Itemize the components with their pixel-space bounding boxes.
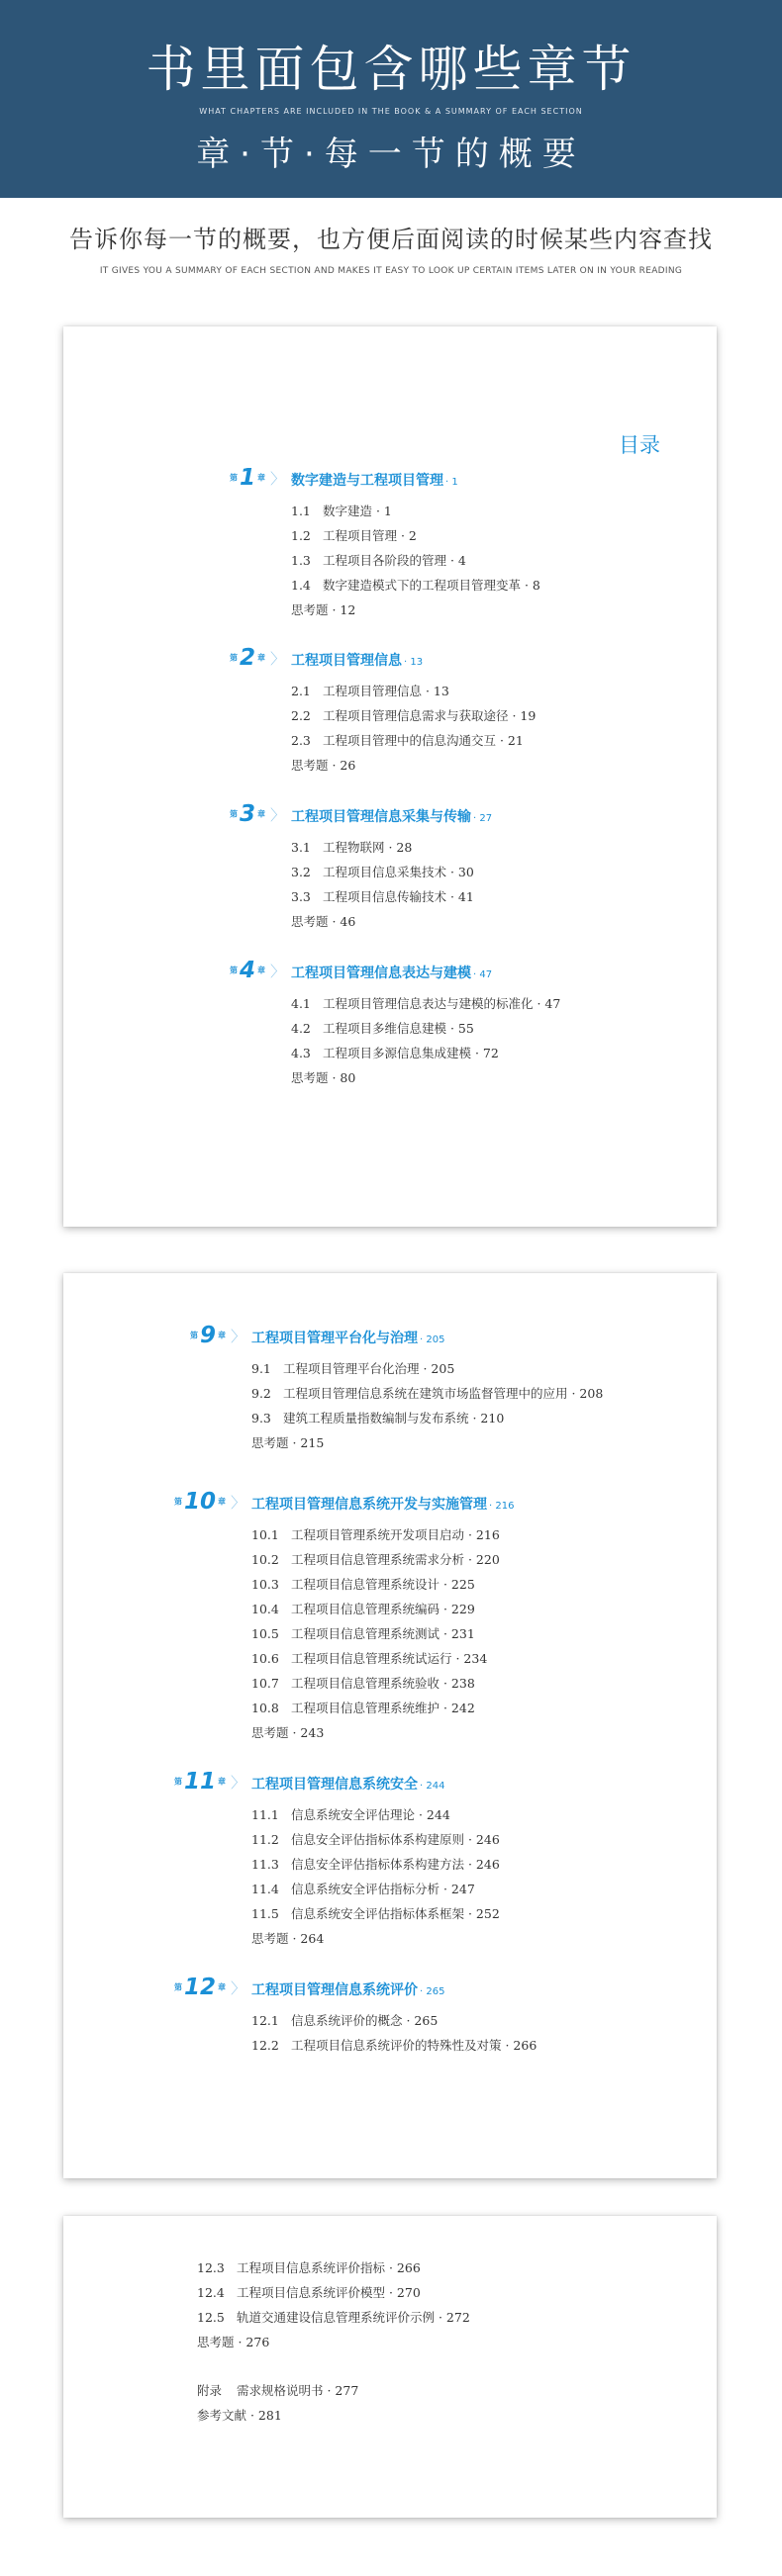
chapter-title[interactable] (251, 1494, 514, 1514)
entry-number: 10.5 (251, 1626, 279, 1641)
toc-page-1 (63, 326, 717, 1227)
entry-number: 10.6 (251, 1651, 279, 1666)
chapter-number-badge (230, 801, 285, 831)
toc-entry[interactable] (291, 884, 474, 909)
chapter-section (173, 1975, 538, 2058)
entry-number: 4.1 (291, 996, 311, 1011)
entry-number: 4.3 (291, 1046, 311, 1060)
entry-number: 10.1 (251, 1527, 279, 1542)
entry-text: 思考题 · 12 (291, 602, 356, 617)
toc-entry[interactable] (251, 1926, 500, 1951)
chapter-number-badge (174, 1769, 245, 1798)
toc-entry[interactable] (251, 1852, 500, 1877)
entry-text: 工程项目信息管理系统测试 · 231 (291, 1626, 475, 1641)
entry-number: 11.3 (251, 1857, 279, 1872)
toc-entry[interactable] (291, 753, 536, 778)
chapter-title[interactable] (251, 1328, 444, 1347)
entry-number: 4.2 (291, 1021, 311, 1036)
entry-text: 工程项目信息管理系统编码 · 229 (291, 1602, 475, 1616)
chapter-number-badge (174, 1489, 245, 1518)
chapter-title[interactable] (291, 650, 423, 670)
entry-number: 2.1 (291, 684, 311, 698)
entry-number: 1.4 (291, 578, 311, 593)
entry-text: 工程项目管理信息 · 13 (323, 684, 449, 698)
chapter-section (229, 801, 493, 934)
entry-text: 思考题 · 46 (291, 914, 356, 929)
chapter-page: · 27 (473, 813, 493, 824)
entry-number: 11.2 (251, 1832, 279, 1847)
toc-entry[interactable] (251, 1720, 500, 1745)
entry-number: 10.8 (251, 1701, 279, 1715)
entry-text: 建筑工程质量指数编制与发布系统 · 210 (283, 1411, 505, 1426)
chapter-title-text: 工程项目管理平台化与治理 (251, 1331, 418, 1346)
entry-text: 工程项目信息管理系统设计 · 225 (291, 1577, 475, 1592)
toc-entry[interactable] (251, 1597, 500, 1621)
entry-number: 1.2 (291, 528, 311, 543)
chevron-right-icon: 〉 (230, 1978, 245, 1997)
toc-entry[interactable] (291, 499, 540, 523)
entry-number: 1.1 (291, 504, 311, 518)
chevron-right-icon: 〉 (230, 1493, 245, 1512)
toc-entry[interactable] (251, 1572, 500, 1597)
entry-text: 信息安全评估指标体系构建原则 · 246 (291, 1832, 500, 1847)
chapter-title[interactable] (291, 806, 492, 826)
toc-entry[interactable] (251, 1406, 603, 1430)
toc-entry[interactable] (291, 679, 536, 703)
entry-text: 工程项目管理系统开发项目启动 · 216 (291, 1527, 500, 1542)
toc-entry[interactable] (251, 1522, 500, 1547)
entry-text: 数字建造模式下的工程项目管理变革 · 8 (323, 578, 540, 593)
entry-text: 信息安全评估指标体系构建方法 · 246 (291, 1857, 500, 1872)
toc-entry[interactable] (291, 835, 474, 860)
toc-title: 目录 (619, 433, 660, 457)
entry-text: 思考题 · 80 (291, 1070, 356, 1085)
entry-text: 工程项目多源信息集成建模 · 72 (323, 1046, 499, 1060)
toc-entry[interactable] (197, 2403, 470, 2428)
chapter-title-text: 工程项目管理信息系统开发与实施管理 (251, 1497, 487, 1513)
chapter-title[interactable] (291, 470, 458, 490)
chapter-title[interactable] (251, 1774, 444, 1794)
toc-entry[interactable] (197, 2378, 470, 2403)
entry-text: 工程项目信息传输技术 · 41 (323, 889, 474, 904)
entry-text: 思考题 · 276 (197, 2335, 270, 2349)
chapter-title[interactable] (291, 963, 492, 982)
chapter-suffix: 章 (256, 473, 265, 483)
chapter-number: 3 (239, 801, 255, 827)
entry-text: 信息系统安全评估理论 · 244 (291, 1807, 450, 1822)
chapter-prefix: 第 (189, 1331, 198, 1340)
chevron-right-icon: 〉 (269, 805, 285, 824)
entry-text: 信息系统安全评估指标分析 · 247 (291, 1882, 475, 1896)
entry-text: 工程项目信息管理系统试运行 · 234 (291, 1651, 488, 1666)
entry-text: 工程项目信息管理系统验收 · 238 (291, 1676, 475, 1691)
entry-number: 3.1 (291, 840, 311, 855)
toc-entry[interactable] (291, 523, 540, 548)
chapter-number-badge (230, 958, 285, 987)
chapter-number: 11 (183, 1769, 216, 1794)
chapter-section (229, 465, 540, 622)
chapter-number: 9 (199, 1323, 216, 1348)
toc-page-3 (63, 2216, 717, 2518)
chapter-title-text: 工程项目管理信息表达与建模 (291, 966, 471, 981)
entry-number: 9.1 (251, 1361, 271, 1376)
chapter-section (189, 1323, 604, 1455)
toc-entry[interactable] (291, 991, 560, 1016)
entry-text: 工程项目管理信息系统在建筑市场监督管理中的应用 · 208 (283, 1386, 604, 1401)
chapter-title-text: 数字建造与工程项目管理 (291, 473, 443, 489)
intro-text-en: IT GIVES YOU A SUMMARY OF EACH SECTION AND MAKES IT EASY TO LOOK UP CERTAIN ITEMS LATER ON IN YOUR READING (99, 266, 683, 276)
page-title: 书里面包含哪些章节 (146, 41, 636, 98)
toc-entry[interactable] (251, 1430, 603, 1455)
continuation-list (197, 2255, 470, 2428)
chapter-number: 4 (239, 958, 255, 983)
toc-entry[interactable] (251, 1802, 500, 1827)
chapter-title-text: 工程项目管理信息系统评价 (251, 1982, 418, 1998)
chapter-prefix: 第 (173, 1497, 182, 1507)
entry-number: 12.2 (251, 2038, 279, 2053)
toc-entry[interactable] (291, 573, 540, 598)
chapter-title-text: 工程项目管理信息采集与传输 (291, 809, 471, 825)
chapter-number: 12 (183, 1975, 216, 2000)
toc-entry[interactable] (251, 1827, 500, 1852)
entry-text: 思考题 · 264 (251, 1931, 325, 1946)
entry-number: 10.2 (251, 1552, 279, 1567)
entry-number: 11.1 (251, 1807, 279, 1822)
chapter-number: 2 (239, 645, 255, 671)
entry-number: 12.3 (197, 2260, 225, 2275)
entry-text: 工程项目信息系统评价指标 · 266 (237, 2260, 421, 2275)
entry-text: 工程项目信息管理系统需求分析 · 220 (291, 1552, 500, 1567)
entry-text: 工程项目信息系统评价模型 · 270 (237, 2285, 421, 2300)
entry-text: 思考题 · 215 (251, 1435, 325, 1450)
intro-text-cn: 告诉你每一节的概要，也方便后面阅读的时候某些内容查找 (69, 226, 713, 253)
entry-number: 3.3 (291, 889, 311, 904)
entry-number: 2.3 (291, 733, 311, 748)
entry-text: 信息系统评价的概念 · 265 (291, 2013, 439, 2028)
header-subtitle-en: WHAT CHAPTERS ARE INCLUDED IN THE BOOK & A SUMMARY OF EACH SECTION (199, 107, 583, 116)
chapter-number-badge (230, 645, 285, 675)
chapter-suffix: 章 (256, 653, 265, 663)
toc-entry[interactable] (197, 2280, 470, 2305)
chapter-title-text: 工程项目管理信息 (291, 653, 402, 669)
entry-text: 工程项目信息系统评价的特殊性及对策 · 266 (291, 2038, 538, 2053)
toc-entry[interactable] (251, 1356, 603, 1381)
chapter-suffix: 章 (217, 1331, 226, 1340)
chapter-number-badge (174, 1975, 245, 2004)
toc-entry[interactable] (251, 1381, 603, 1406)
chevron-right-icon: 〉 (269, 962, 285, 980)
entry-text: 信息系统安全评估指标体系框架 · 252 (291, 1906, 500, 1921)
toc-entry[interactable] (291, 1016, 560, 1041)
chevron-right-icon: 〉 (230, 1327, 245, 1345)
entry-number: 3.2 (291, 865, 311, 879)
entry-number: 11.4 (251, 1882, 279, 1896)
toc-entry[interactable] (251, 1877, 500, 1901)
toc-entry[interactable] (197, 2330, 470, 2354)
entry-text: 工程项目管理信息表达与建模的标准化 · 47 (323, 996, 561, 1011)
toc-entry[interactable] (291, 598, 540, 622)
chapter-suffix: 章 (256, 809, 265, 819)
entry-number: 12.1 (251, 2013, 279, 2028)
entry-number: 12.5 (197, 2310, 225, 2325)
chapter-title-text: 工程项目管理信息系统安全 (251, 1777, 418, 1793)
toc-entry[interactable] (291, 909, 474, 934)
entry-text: 需求规格说明书 · 277 (237, 2383, 359, 2398)
chapter-section (173, 1489, 515, 1745)
toc-entry[interactable] (251, 1901, 500, 1926)
toc-entry[interactable] (291, 728, 536, 753)
chapter-page: · 244 (420, 1781, 445, 1792)
entry-text: 工程项目多维信息建模 · 55 (323, 1021, 474, 1036)
entry-number: 11.5 (251, 1906, 279, 1921)
entry-text: 工程项目各阶段的管理 · 4 (323, 553, 466, 568)
chapter-suffix: 章 (217, 1777, 226, 1787)
header-banner (0, 0, 782, 198)
toc-entry[interactable] (251, 2008, 537, 2033)
chapter-suffix: 章 (217, 1982, 226, 1992)
toc-entry[interactable] (197, 2255, 470, 2280)
chapter-prefix: 第 (229, 653, 238, 663)
chapter-suffix: 章 (256, 966, 265, 975)
entry-number: 10.4 (251, 1602, 279, 1616)
chapter-page: · 205 (420, 1334, 445, 1345)
entry-number: 9.3 (251, 1411, 271, 1426)
chapter-page: · 1 (445, 477, 458, 488)
entry-text: 思考题 · 243 (251, 1725, 325, 1740)
entry-number: 附录 (197, 2383, 223, 2398)
entry-number: 10.7 (251, 1676, 279, 1691)
chapter-prefix: 第 (173, 1777, 182, 1787)
entry-text: 参考文献 · 281 (197, 2408, 282, 2423)
entry-number: 10.3 (251, 1577, 279, 1592)
entry-text: 轨道交通建设信息管理系统评价示例 · 272 (237, 2310, 470, 2325)
chapter-prefix: 第 (229, 809, 238, 819)
entry-text: 工程项目管理信息需求与获取途径 · 19 (323, 708, 537, 723)
toc-entry[interactable] (251, 1646, 500, 1671)
chapter-title[interactable] (251, 1979, 444, 1999)
entry-text: 工程项目信息管理系统维护 · 242 (291, 1701, 475, 1715)
toc-entry[interactable] (291, 548, 540, 573)
chevron-right-icon: 〉 (230, 1773, 245, 1792)
toc-entry[interactable] (197, 2305, 470, 2330)
toc-entry[interactable] (291, 1041, 560, 1065)
chapter-page: · 47 (473, 969, 493, 980)
entry-text: 工程项目管理中的信息沟通交互 · 21 (323, 733, 524, 748)
entry-text: 思考题 · 26 (291, 758, 356, 773)
header-subtitle-cn: 章·节·每一节的概要 (196, 135, 586, 174)
entry-text: 工程物联网 · 28 (323, 840, 413, 855)
chapter-prefix: 第 (229, 473, 238, 483)
entry-text: 数字建造 · 1 (323, 504, 392, 518)
entry-number: 2.2 (291, 708, 311, 723)
entry-number: 9.2 (251, 1386, 271, 1401)
toc-entry[interactable] (251, 1621, 500, 1646)
toc-entry[interactable] (251, 1547, 500, 1572)
toc-entry[interactable] (251, 2033, 537, 2058)
toc-entry[interactable] (251, 1696, 500, 1720)
chapter-number-badge (230, 465, 285, 495)
chapter-suffix: 章 (217, 1497, 226, 1507)
chapter-page: · 216 (489, 1501, 515, 1512)
toc-page-2 (63, 1273, 717, 2178)
entry-text: 工程项目管理平台化治理 · 205 (283, 1361, 455, 1376)
chevron-right-icon: 〉 (269, 469, 285, 488)
chapter-number: 1 (239, 465, 255, 491)
chapter-prefix: 第 (229, 966, 238, 975)
entry-number: 12.4 (197, 2285, 225, 2300)
chapter-number: 10 (183, 1489, 216, 1515)
entry-text: 工程项目管理 · 2 (323, 528, 417, 543)
chapter-page: · 265 (420, 1986, 445, 1997)
toc-entry[interactable] (291, 1065, 560, 1090)
toc-entry[interactable] (291, 703, 536, 728)
chapter-section (173, 1769, 500, 1951)
chapter-page: · 13 (404, 657, 424, 668)
toc-entry[interactable] (251, 1671, 500, 1696)
chapter-section (229, 958, 561, 1090)
chevron-right-icon: 〉 (269, 649, 285, 668)
entry-number: 1.3 (291, 553, 311, 568)
chapter-number-badge (190, 1323, 245, 1352)
entry-text: 工程项目信息采集技术 · 30 (323, 865, 474, 879)
chapter-section (229, 645, 537, 778)
toc-entry[interactable] (291, 860, 474, 884)
chapter-prefix: 第 (173, 1982, 182, 1992)
